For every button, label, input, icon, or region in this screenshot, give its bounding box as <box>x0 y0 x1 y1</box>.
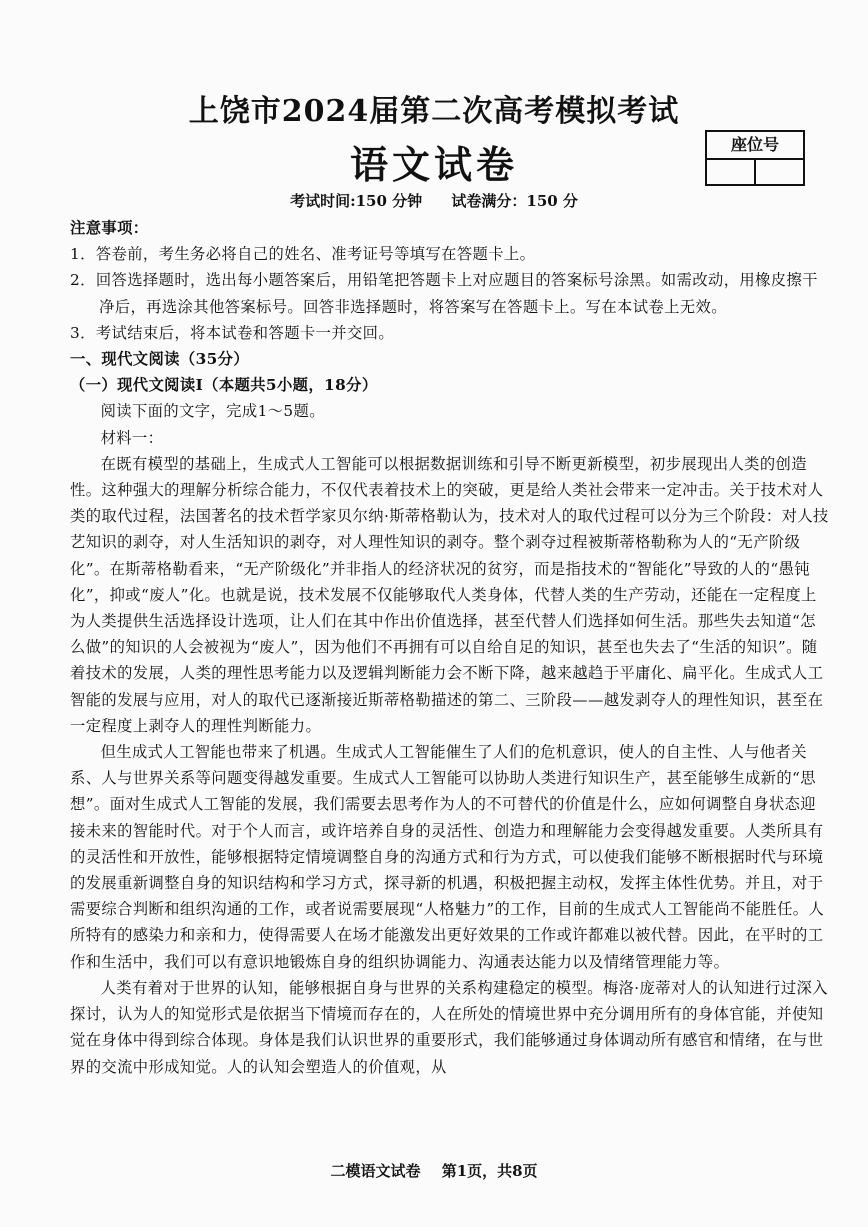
exam-time: 考试时间:150 分钟 <box>290 192 423 210</box>
passage-paragraph: 在既有模型的基础上，生成式人工智能可以根据数据训练和引导不断更新模型，初步展现出人类的创造性。这种强大的理解分析综合能力，不仅代表着技术上的突破，更是给人类社会带来一定冲击。关于技术对人类的取代过程，法国著名的技术哲学家贝尔纳·斯蒂格勒认为，技术对人的取代过程可以分为三个阶段：对人技艺知识的剥夺，对人生活知识的剥夺，对人理性知识的剥夺。整个剥夺过程被斯蒂格勒称为人的“无产阶级化”。在斯蒂格勒看来，“无产阶级化”并非指人的经济状况的贫穷，而是指技术的“智能化”导致的人的“愚钝化”，抑或“废人”化。也就是说，技术发展不仅能够取代人类身体，代替人类的生产劳动，还能在一定程度上为人类提供生活选择设计选项，让人们在其中作出价值选择，甚至代替人们选择如何生活。那些失去知道“怎么做”的知识的人会被视为“废人”，因为他们不再拥有可以自给自足的知识，甚至也失去了“生活的知识”。随着技术的发展，人类的理性思考能力以及逻辑判断能力会不断下降，越来越趋于平庸化、扁平化。生成式人工智能的发展与应用，对人的取代已逐渐接近斯蒂格勒描述的第二、三阶段——越发剥夺人的理性知识，甚至在一定程度上剥夺人的理性判断能力。 <box>70 454 829 735</box>
notice-item: 2．回答选择题时，选出每小题答案后，用铅笔把答题卡上对应题目的答案标号涂黑。如需改动，用橡皮擦干净后，再选涂其他答案标号。回答非选择题时，将答案写在答题卡上。写在本试卷上无效。 <box>70 271 818 316</box>
subsection-heading: （一）现代文阅读Ⅰ（本题共5小题，18分） <box>70 376 378 395</box>
exam-body <box>70 215 830 1080</box>
notice-heading: 注意事项： <box>70 219 149 237</box>
notice-item: 1．答卷前，考生务必将自己的姓名、准考证号等填写在答题卡上。 <box>70 245 536 264</box>
passage-paragraph: 但生成式人工智能也带来了机遇。生成式人工智能催生了人们的危机意识，使人的自主性、人与他者关系、人与世界关系等问题变得越发重要。生成式人工智能可以协助人类进行知识生产，甚至能够生成新的“思想”。面对生成式人工智能的发展，我们需要去思考作为人的不可替代的价值是什么，应如何调整自身状态迎接未来的智能时代。对于个人而言，或许培养自身的灵活性、创造力和理解能力会变得越发重要。人类所具有的灵活性和开放性，能够根据特定情境调整自身的沟通方式和行为方式，可以使我们能够不断根据时代与环境的发展重新调整自身的知识结构和学习方式，探寻新的机遇，积极把握主动权，发挥主体性优势。并且，对于需要综合判断和组织沟通的工作，或者说需要展现“人格魅力”的工作，目前的生成式人工智能尚不能胜任。人所特有的感染力和亲和力，使得需要人在场才能激发出更好效果的工作或许都难以被代替。因此，在平时的工作和生活中，我们可以有意识地锻炼自身的组织协调能力、沟通表达能力以及情绪管理能力等。 <box>70 743 825 971</box>
page-footer <box>0 1160 868 1181</box>
seat-cell <box>707 160 756 186</box>
seat-number-cells <box>707 160 803 186</box>
section-heading: 一、现代文阅读（35分） <box>70 350 250 369</box>
footer-exam-name: 二模语文试卷 <box>330 1162 421 1180</box>
seat-number-label: 座位号 <box>707 132 803 160</box>
seat-number-box <box>705 130 805 186</box>
subject-title: 语文试卷 <box>349 142 518 187</box>
notice-item: 3．考试结束后，将本试卷和答题卡一并交回。 <box>70 323 395 342</box>
footer-page-info: 第1页，共8页 <box>441 1162 538 1180</box>
material-label: 材料一： <box>100 428 164 447</box>
reading-instruction: 阅读下面的文字，完成1～5题。 <box>100 402 325 421</box>
exam-title: 上饶市2024届第二次高考模拟考试 <box>188 94 680 129</box>
exam-score: 试卷满分：150 分 <box>451 192 578 210</box>
exam-info <box>0 190 868 211</box>
seat-cell <box>756 160 803 186</box>
passage-paragraph: 人类有着对于世界的认知，能够根据自身与世界的关系构建稳定的模型。梅洛·庞蒂对人的认知进行过深入探讨，认为人的知觉形式是依据当下情境而存在的，人在所处的情境世界中充分调用所有的身体官能，并使知觉在身体中得到综合体现。身体是我们认识世界的重要形式，我们能够通过身体调动所有感官和情绪，在与世界的交流中形成知觉。人的认知会塑造人的价值观，从 <box>70 978 828 1076</box>
